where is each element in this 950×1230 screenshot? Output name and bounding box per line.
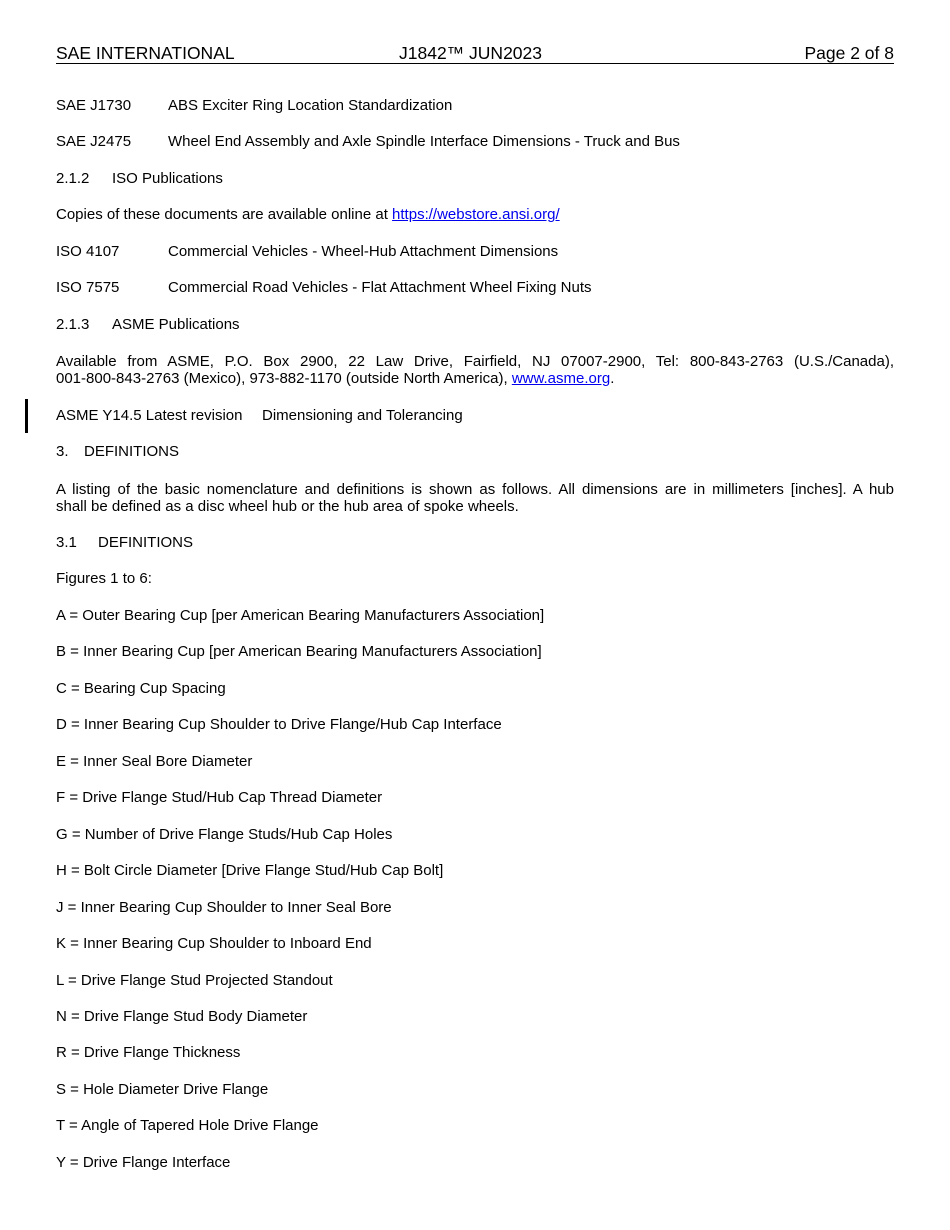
- reference-title: Commercial Vehicles - Wheel-Hub Attachment Dimensions: [168, 243, 559, 260]
- reference-code: ISO 7575: [56, 279, 120, 296]
- section-number: 3.1: [56, 534, 77, 551]
- section-heading-iso: [56, 170, 223, 188]
- reference-code: SAE J1730: [56, 97, 132, 114]
- header-org: SAE INTERNATIONAL: [56, 43, 235, 63]
- definition-item: G = Number of Drive Flange Studs/Hub Cap Holes: [56, 826, 393, 843]
- section-number: 2.1.3: [56, 316, 90, 333]
- section-title: ASME Publications: [112, 316, 240, 333]
- section-title: DEFINITIONS: [84, 443, 180, 460]
- reference-title: Wheel End Assembly and Axle Spindle Interface Dimensions - Truck and Bus: [168, 133, 680, 150]
- reference-sae-j2475: [56, 133, 680, 151]
- reference-code: SAE J2475: [56, 133, 132, 150]
- reference-title: ABS Exciter Ring Location Standardization: [168, 97, 453, 114]
- reference-title: Commercial Road Vehicles - Flat Attachment Wheel Fixing Nuts: [168, 279, 592, 296]
- reference-sae-j1730: [56, 97, 452, 115]
- definition-item: D = Inner Bearing Cup Shoulder to Drive Flange/Hub Cap Interface: [56, 716, 502, 733]
- reference-iso-7575: [56, 279, 592, 297]
- definition-item: Y = Drive Flange Interface: [56, 1154, 231, 1171]
- header-doc-id: J1842™ JUN2023: [399, 43, 542, 63]
- asme-website-link[interactable]: www.asme.org: [511, 370, 611, 387]
- asme-intro-line1: Available from ASME, P.O. Box 2900, 22 Law Drive, Fairfield, NJ 07007-2900, Tel: 800-843-2763 (U.S./Canada),: [56, 353, 894, 370]
- revision-change-bar: [25, 399, 28, 433]
- definitions-intro-line2: shall be defined as a disc wheel hub or the hub area of spoke wheels.: [56, 498, 519, 515]
- definition-item: B = Inner Bearing Cup [per American Bearing Manufacturers Association]: [56, 643, 542, 660]
- reference-title: Dimensioning and Tolerancing: [262, 407, 463, 424]
- figures-label: Figures 1 to 6:: [56, 570, 152, 587]
- definition-item: A = Outer Bearing Cup [per American Bearing Manufacturers Association]: [56, 607, 545, 624]
- definition-item: K = Inner Bearing Cup Shoulder to Inboard End: [56, 935, 372, 952]
- definition-item: E = Inner Seal Bore Diameter: [56, 753, 253, 770]
- page-header: [56, 43, 894, 64]
- asme-intro-line2-end: .: [610, 370, 615, 387]
- asme-intro-line2-text: 001-800-843-2763 (Mexico), 973-882-1170 (outside North America),: [56, 370, 512, 387]
- section-heading-definitions-3-1: [56, 534, 193, 552]
- definition-item: F = Drive Flange Stud/Hub Cap Thread Diameter: [56, 789, 383, 806]
- asme-intro-paragraph: [56, 353, 894, 387]
- definition-item: N = Drive Flange Stud Body Diameter: [56, 1008, 308, 1025]
- reference-code: ISO 4107: [56, 243, 120, 260]
- section-number: 3.: [56, 443, 69, 460]
- reference-code: ASME Y14.5 Latest revision: [56, 407, 243, 424]
- definitions-intro-paragraph: [56, 481, 894, 515]
- asme-intro-line2: [56, 370, 894, 387]
- definition-item: R = Drive Flange Thickness: [56, 1044, 241, 1061]
- iso-intro-text: Copies of these documents are available online at: [56, 206, 393, 223]
- reference-iso-4107: [56, 243, 558, 261]
- reference-asme-y14-5: [56, 407, 463, 425]
- definition-item: J = Inner Bearing Cup Shoulder to Inner Seal Bore: [56, 899, 392, 916]
- section-heading-definitions: [56, 443, 179, 461]
- section-title: ISO Publications: [112, 170, 223, 187]
- definitions-intro-line1: A listing of the basic nomenclature and definitions is shown as follows. All dimensions are in millimeters [inches]. A hub: [56, 481, 894, 498]
- definition-item: S = Hole Diameter Drive Flange: [56, 1081, 269, 1098]
- iso-intro: [56, 206, 560, 224]
- section-heading-asme: [56, 316, 240, 334]
- definition-item: T = Angle of Tapered Hole Drive Flange: [56, 1117, 319, 1134]
- definition-item: L = Drive Flange Stud Projected Standout: [56, 972, 333, 989]
- header-page-number: Page 2 of 8: [804, 43, 894, 63]
- definition-item: H = Bolt Circle Diameter [Drive Flange Stud/Hub Cap Bolt]: [56, 862, 444, 879]
- ansi-webstore-link[interactable]: https://webstore.ansi.org/: [392, 206, 560, 223]
- section-title: DEFINITIONS: [98, 534, 194, 551]
- definition-item: C = Bearing Cup Spacing: [56, 680, 226, 697]
- section-number: 2.1.2: [56, 170, 90, 187]
